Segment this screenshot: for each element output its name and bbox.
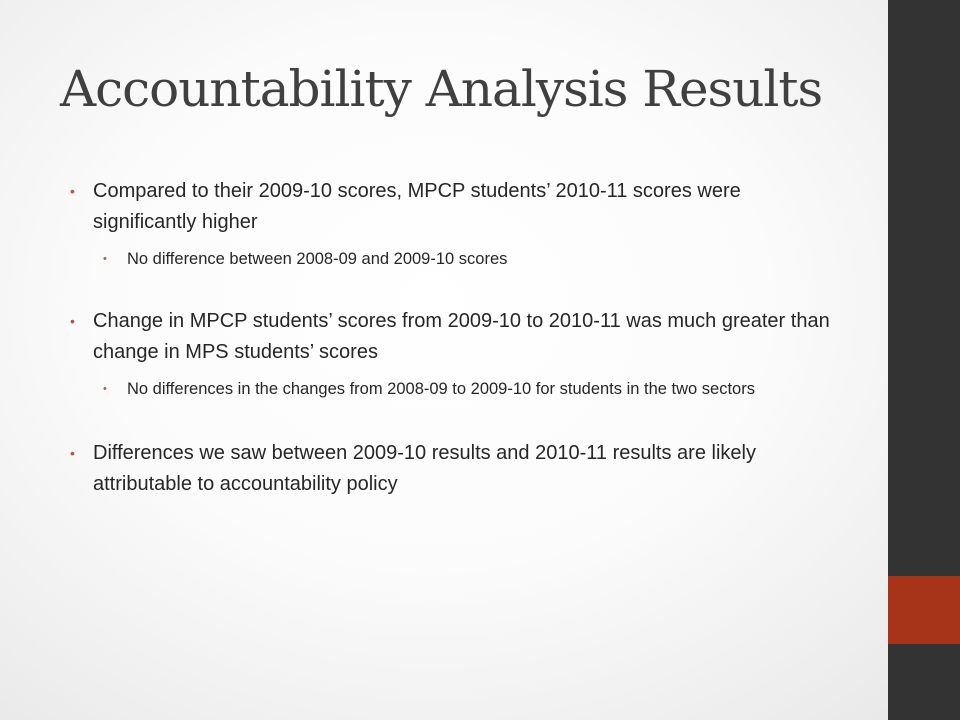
bullet-1 bbox=[70, 176, 840, 238]
sub-bullet-1 bbox=[103, 246, 840, 272]
sub-bullet-2-text: No differences in the changes from 2008-09 to 2009-10 for students in the two sectors bbox=[127, 380, 755, 398]
sidebar-accent-block bbox=[888, 576, 960, 644]
bullet-2 bbox=[70, 306, 840, 368]
bullet-marker-icon: • bbox=[70, 445, 75, 461]
bullet-2-text: Change in MPCP students’ scores from 2009-10 to 2010-11 was much greater than change in MPS students’ scores bbox=[93, 310, 830, 363]
slide-content bbox=[70, 176, 840, 500]
bullet-3-text: Differences we saw between 2009-10 results and 2010-11 results are likely attributable to accountability policy bbox=[93, 442, 756, 495]
sub-bullet-marker-icon: • bbox=[103, 383, 107, 395]
bullet-marker-icon: • bbox=[70, 183, 75, 199]
slide-title: Accountability Analysis Results bbox=[60, 60, 823, 118]
sub-bullet-2 bbox=[103, 376, 840, 402]
bullet-1-text: Compared to their 2009-10 scores, MPCP students’ 2010-11 scores were significantly higher bbox=[93, 180, 741, 233]
sub-bullet-1-text: No difference between 2008-09 and 2009-10 scores bbox=[127, 250, 508, 268]
sub-bullet-marker-icon: • bbox=[103, 253, 107, 265]
bullet-3 bbox=[70, 438, 840, 500]
bullet-marker-icon: • bbox=[70, 313, 75, 329]
